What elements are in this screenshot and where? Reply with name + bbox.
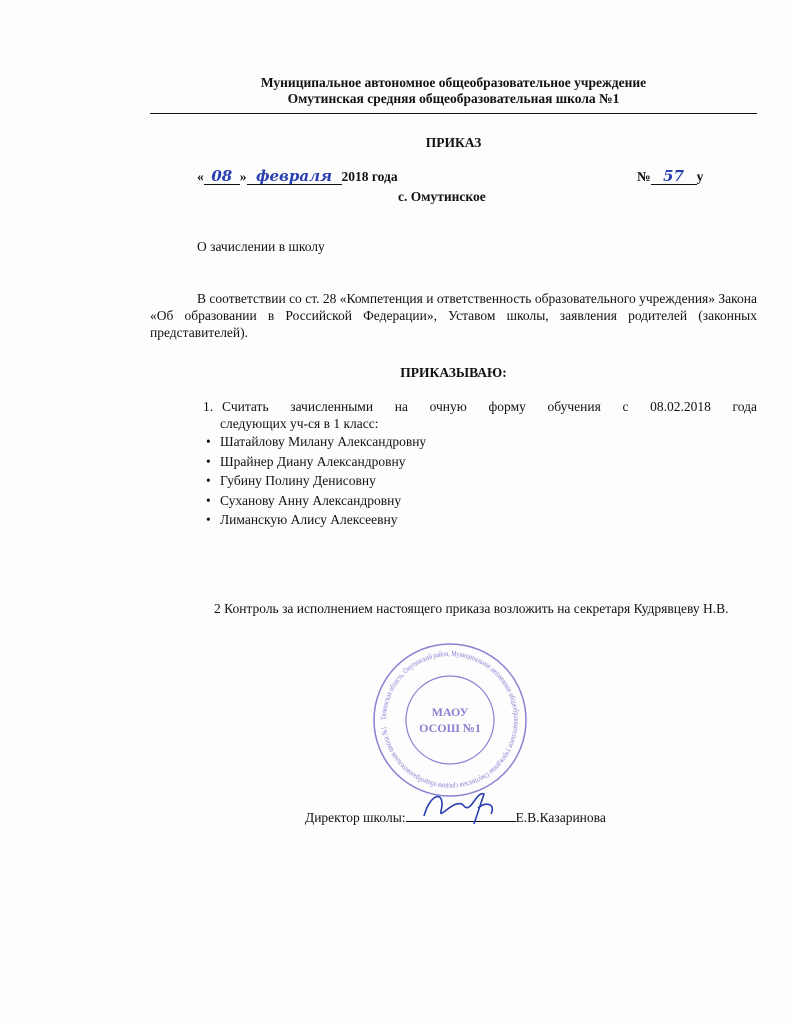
place: с. Омутинское bbox=[398, 189, 486, 204]
signature-name: Е.В.Казаринова bbox=[515, 810, 606, 825]
item1-text: Считать зачисленными на очную форму обучения с 08.02.2018 года bbox=[222, 399, 757, 414]
order-word: ПРИКАЗЫВАЮ: bbox=[400, 365, 507, 380]
org-name-line2: Омутинская средняя общеобразовательная школа №1 bbox=[287, 91, 620, 106]
item2: 2 Контроль за исполнением настоящего приказа возложить на секретаря Кудрявцеву Н.В. bbox=[214, 601, 729, 616]
svg-text:МАОУ: МАОУ bbox=[431, 705, 469, 719]
number-value: 57 bbox=[651, 168, 697, 185]
number-sign: № bbox=[637, 169, 651, 184]
signature-role: Директор школы: bbox=[305, 810, 406, 825]
school-stamp bbox=[370, 640, 530, 800]
item1-text-cont: следующих уч-ся в 1 класс: bbox=[220, 416, 379, 431]
student-item: • Суханову Анну Александровну bbox=[220, 493, 401, 509]
date-year: 2018 года bbox=[341, 169, 398, 184]
quote-open: « bbox=[197, 169, 204, 184]
svg-text:Тюменская область, Омутинский bbox=[379, 649, 521, 791]
student-item: • Лиманскую Алису Алексеевну bbox=[220, 512, 397, 528]
subject: О зачислении в школу bbox=[197, 239, 325, 254]
number-suffix: у bbox=[696, 169, 704, 184]
date-day: 08 bbox=[204, 168, 240, 185]
student-item: • Шрайнер Диану Александровну bbox=[220, 454, 406, 470]
order-number bbox=[637, 168, 703, 185]
item1-number: 1. bbox=[203, 399, 214, 414]
student-item: • Шатайлову Милану Александровну bbox=[220, 434, 426, 450]
order-date bbox=[197, 168, 398, 185]
preamble: В соответствии со ст. 28 «Компетенция и ответственность образовательного учреждения» Закона «Об образовании в Российской Федерации», Уставом школы, заявления родителей (законных представителей). bbox=[150, 291, 757, 340]
quote-close: » bbox=[239, 169, 247, 184]
stamp-ring-text: Тюменская область, Омутинский район, Муниципальное автономное общеобразовательное учреждение Омутинская средняя общеобразовательная школа №1 bbox=[378, 648, 522, 792]
signature-mark bbox=[406, 808, 516, 822]
document-title: ПРИКАЗ bbox=[425, 135, 482, 150]
org-name-line1: Муниципальное автономное общеобразовательное учреждение bbox=[260, 75, 647, 90]
date-month: февраля bbox=[247, 168, 342, 185]
signature-line bbox=[305, 808, 606, 826]
header-divider bbox=[150, 113, 757, 114]
student-item: • Губину Полину Денисовну bbox=[220, 473, 376, 489]
svg-text:ОСОШ №1: ОСОШ №1 bbox=[419, 721, 481, 735]
